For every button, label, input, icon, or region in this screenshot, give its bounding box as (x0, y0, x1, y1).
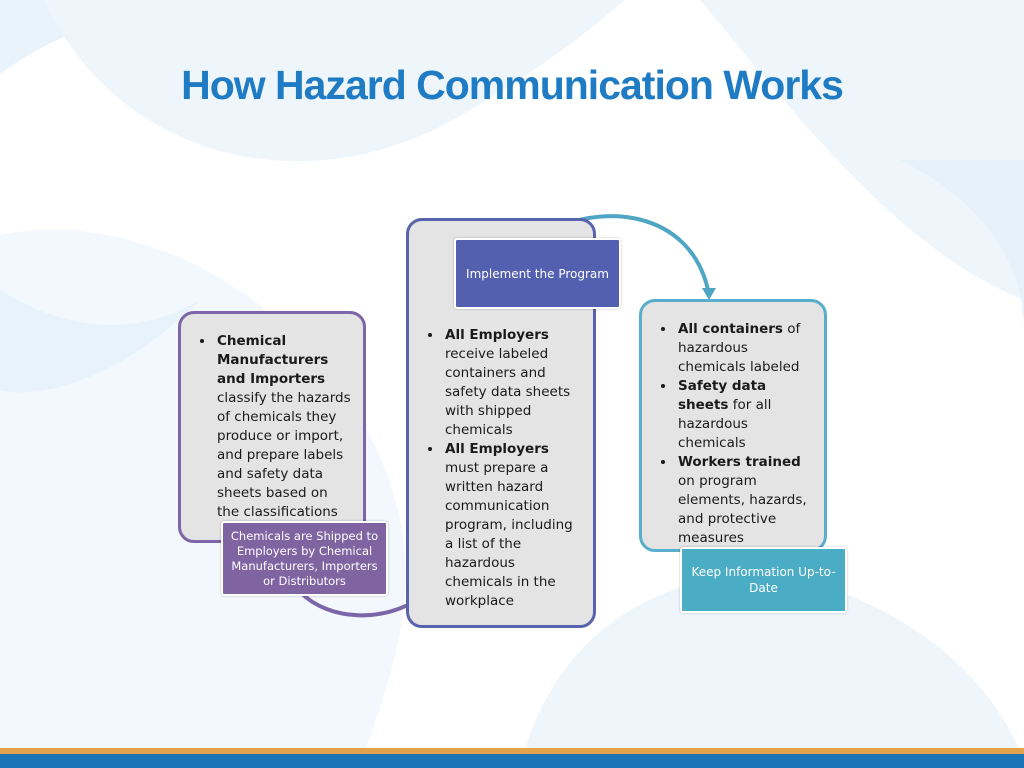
step-1-bullet-1: • Chemical Manufacturers and Importers classify the hazards of chemicals they produce or import, and prepare labels and safety data sheets based on the classifications (215, 332, 353, 522)
step-3-panel (639, 299, 827, 552)
step-1-label: Chemicals are Shipped to Employers by Chemical Manufacturers, Importers or Distributors (221, 521, 388, 596)
step-2-bullet-1: • All Employers receive labeled containers and safety data sheets with shipped chemicals (443, 326, 583, 440)
step-3-label: Keep Information Up-to-Date (680, 547, 847, 613)
step-1-panel (178, 311, 366, 543)
slide-title: How Hazard Communication Works (181, 62, 843, 108)
step-3-bullet-3: • Workers trained on program elements, hazards, and protective measures (676, 453, 816, 548)
step-2-bullets (429, 326, 583, 611)
step-2-label: Implement the Program (454, 238, 621, 309)
step-2-bullet-2: • All Employers must prepare a written hazard communication program, including a list of the hazardous chemicals in the workplace (443, 440, 583, 611)
step-3-bullets (662, 320, 816, 548)
step-1-bullets (201, 332, 353, 522)
footer-stripe-blue (0, 754, 1024, 768)
step-3-bullet-1: • All containers of hazardous chemicals labeled (676, 320, 816, 377)
step-3-bullet-2: • Safety data sheets for all hazardous chemicals (676, 377, 816, 453)
